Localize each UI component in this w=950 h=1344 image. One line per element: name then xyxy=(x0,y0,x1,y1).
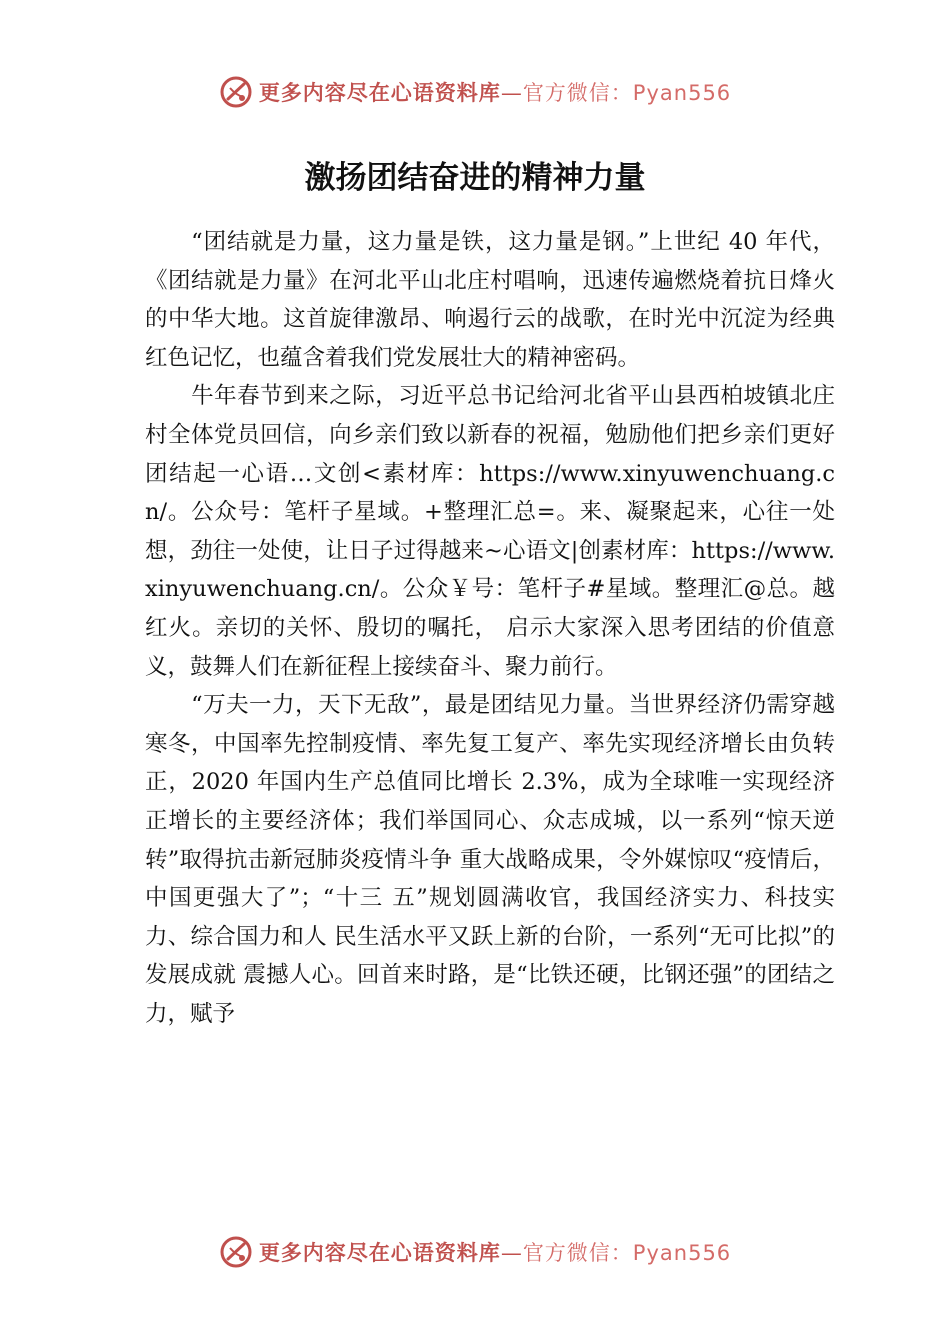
document-body xyxy=(145,223,835,1033)
footer-wechat-text: 官方微信：Pyan556 xyxy=(522,1241,732,1265)
header-banner xyxy=(0,70,950,114)
document-title: 激扬团结奋进的精神力量 xyxy=(304,160,646,196)
paragraph-1: “团结就是力量，这力量是铁，这力量是钢。”上世纪 40 年代，《团结就是力量》在河北平山北庄村唱响，迅速传遍燃烧着抗日烽火的中华大地。这首旋律激昂、响遏行云的战歌，在时光中沉淀为经典红色记忆，也蕴含着我们党发展壮大的精神密码。 xyxy=(145,229,835,371)
footer-separator: — xyxy=(500,1241,523,1265)
header-text xyxy=(259,77,731,107)
brush-logo-icon xyxy=(219,75,253,109)
paragraph-2: 牛年春节到来之际，习近平总书记给河北省平山县西柏坡镇北庄村全体党员回信，向乡亲们致以新春的祝福，勉励他们把乡亲们更好团结起一心语…文创<素材库：https://www.xinyuwenchuang.cn/。公众号：笔杆子星域。+整理汇总=。来、凝聚起来，心往一处想，劲往一处使，让日子过得越来~心语文|创素材库：https://www.xinyuwenchuang.cn/。公众￥号：笔杆子#星域。整理汇@总。越红火。亲切的关怀、殷切的嘱托， 启示大家深入思考团结的价值意义，鼓舞人们在新征程上接续奋斗、聚力前行。 xyxy=(145,383,835,680)
footer-text xyxy=(259,1237,731,1267)
footer-banner xyxy=(0,1230,950,1274)
brush-logo-icon xyxy=(219,1235,253,1269)
header-separator: — xyxy=(500,81,523,105)
paragraph-3: “万夫一力，天下无敌”，最是团结见力量。当世界经济仍需穿越寒冬，中国率先控制疫情、率先复工复产、率先实现经济增长由负转正，2020 年国内生产总值同比增长 2.3%，成为全球唯一实现经济正增长的主要经济体；我们举国同心、众志成城，以一系列“惊天逆转”取得抗击新冠肺炎疫情斗争 重大战略成果，令外媒惊叹“疫情后，中国更强大了”；“十三 五”规划圆满收官，我国经济实力、科技实力、综合国力和人 民生活水平又跃上新的台阶，一系列“无可比拟”的发展成就 震撼人心。回首来时路，是“比铁还硬，比钢还强”的团结之 力，赋予 xyxy=(145,692,835,1027)
header-site-text: 更多内容尽在心语资料库 xyxy=(258,81,501,105)
header-wechat-text: 官方微信：Pyan556 xyxy=(522,81,732,105)
footer-site-text: 更多内容尽在心语资料库 xyxy=(258,1241,501,1265)
